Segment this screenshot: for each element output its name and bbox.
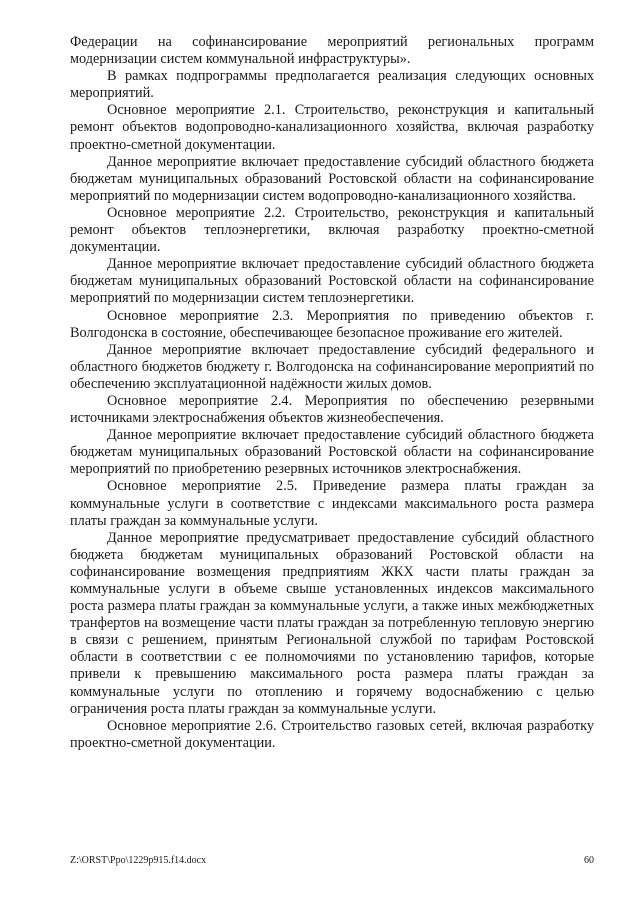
paragraph: Федерации на софинансирование мероприятий региональных программ модернизации систем коммунальной инфраструктуры». (70, 34, 594, 68)
paragraph: Основное мероприятие 2.2. Строительство, реконструкция и капитальный ремонт объектов теплоэнергетики, включая разработку проектно-сметной документации. (70, 204, 594, 256)
paragraph: В рамках подпрограммы предполагается реализация следующих основных мероприятий. (70, 68, 594, 102)
page-number: 60 (584, 855, 594, 866)
paragraph: Основное мероприятие 2.4. Мероприятия по обеспечению резервными источниками электроснабжения объектов жизнеобеспечения. (70, 392, 594, 427)
paragraph: Данное мероприятие включает предоставление субсидий областного бюджета бюджетам муниципальных образований Ростовской области на софинансирование мероприятий по модернизации систем теплоэнергетики. (70, 256, 594, 307)
paragraph: Основное мероприятие 2.5. Приведение размера платы граждан за коммунальные услуги в соответствие с индексами максимального роста размера платы граждан за коммунальные услуги. (70, 478, 594, 529)
paragraph: Основное мероприятие 2.3. Мероприятия по приведению объектов г. Волгодонска в состояние, обеспечивающее безопасное проживание его жителей. (70, 307, 594, 341)
paragraph: Данное мероприятие включает предоставление субсидий областного бюджета бюджетам муниципальных образований Ростовской области на софинансирование мероприятий по модернизации систем водопроводно-канализационного хозяйства. (70, 153, 594, 204)
paragraph: Основное мероприятие 2.6. Строительство газовых сетей, включая разработку проектно-сметной документации. (70, 717, 594, 751)
paragraph: Данное мероприятие включает предоставление субсидий областного бюджета бюджетам муниципальных образований Ростовской области на софинансирование мероприятий по приобретению резервных источников электроснабжения. (70, 427, 594, 478)
file-path: Z:\ORST\Ppo\1229p915.f14.docx (70, 855, 207, 866)
paragraph: Основное мероприятие 2.1. Строительство, реконструкция и капитальный ремонт объектов водопроводно-канализационного хозяйства, включая разработку проектно-сметной документации. (70, 102, 594, 153)
paragraph: Данное мероприятие предусматривает предоставление субсидий областного бюджета бюджетам муниципальных образований Ростовской области на софинансирование возмещения предприятиям ЖКХ части платы граждан за коммунальные услуги в объеме свыше установленных индексов максимального роста размера платы граждан за коммунальные услуги, а также иных межбюджетных транфертов на возмещение части платы граждан за потребленную тепловую энергию в связи с решением, принятым Региональной службой по тарифам Ростовской области в соответствии с ее полномочиями по установлению тарифов, которые привели к превышению максимального роста размера платы граждан за коммунальные услуги по отоплению и горячему водоснабжению с целью ограничения роста платы граждан за коммунальные услуги. (70, 529, 594, 717)
document-body (70, 34, 594, 752)
paragraph: Данное мероприятие включает предоставление субсидий федерального и областного бюджетов бюджету г. Волгодонска на софинансирование мероприятий по обеспечению эксплуатационной надёжности жилых домов. (70, 341, 594, 392)
